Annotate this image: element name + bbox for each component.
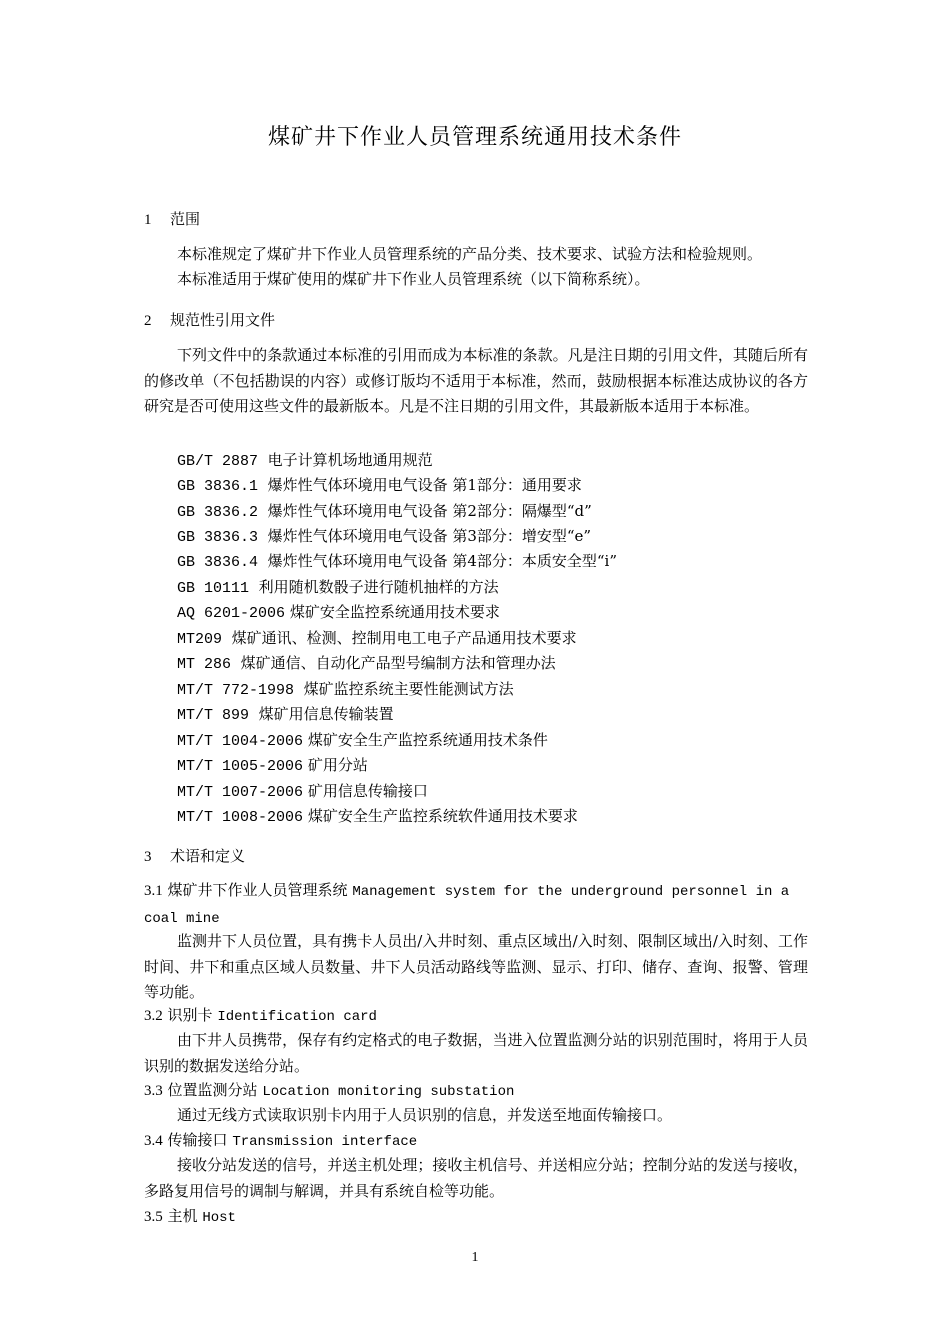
section-heading-2: [144, 309, 275, 330]
reference-item: MT/T 1004-2006 煤矿安全生产监控系统通用技术条件: [177, 731, 548, 750]
reference-item: GB 3836.1 爆炸性气体环境用电气设备 第1部分：通用要求: [177, 476, 582, 495]
paragraph: 本标准适用于煤矿使用的煤矿井下作业人员管理系统（以下简称系统）。: [177, 270, 650, 288]
term-heading-3-4: 3.4 传输接口 Transmission interface: [144, 1131, 418, 1150]
page-number: 1: [471, 1250, 479, 1265]
reference-item: MT/T 772-1998 煤矿监控系统主要性能测试方法: [177, 680, 514, 699]
document-title: 煤矿井下作业人员管理系统通用技术条件: [267, 125, 682, 150]
section-number: 1: [144, 212, 152, 228]
reference-item: AQ 6201-2006 煤矿安全监控系统通用技术要求: [177, 603, 500, 622]
reference-item: MT/T 1008-2006 煤矿安全生产监控系统软件通用技术要求: [177, 807, 578, 826]
term-heading-3-5: 3.5 主机 Host: [144, 1207, 236, 1226]
reference-item: MT 286 煤矿通信、自动化产品型号编制方法和管理办法: [177, 654, 556, 673]
term-heading-3-1: 3.1 煤矿井下作业人员管理系统 Management system for the underground personnel in a coal mine: [144, 881, 790, 927]
section-heading-3: [144, 845, 245, 866]
reference-item: MT/T 1005-2006 矿用分站: [177, 756, 368, 775]
section-heading-1: [144, 208, 200, 229]
term-definition: 通过无线方式读取识别卡内用于人员识别的信息，并发送至地面传输接口。: [177, 1106, 673, 1124]
term-definition: 由下井人员携带，保存有约定格式的电子数据，当进入位置监测分站的识别范围时，将用于人员识别的数据发送给分站。: [144, 1031, 808, 1075]
reference-item: GB 3836.2 爆炸性气体环境用电气设备 第2部分：隔爆型“d”: [177, 502, 592, 521]
reference-item: MT209 煤矿通讯、检测、控制用电工电子产品通用技术要求: [177, 629, 577, 648]
section-title: 规范性引用文件: [170, 311, 276, 329]
reference-item: GB 3836.4 爆炸性气体环境用电气设备 第4部分：本质安全型“i”: [177, 552, 618, 571]
term-heading-3-3: 3.3 位置监测分站 Location monitoring substation: [144, 1081, 515, 1100]
term-definition: 监测井下人员位置，具有携卡人员出/入井时刻、重点区域出/入时刻、限制区域出/入时刻、工作时间、井下和重点区域人员数量、井下人员活动路线等监测、显示、打印、储存、查询、报警、管理等功能。: [144, 932, 808, 1001]
term-heading-3-2: 3.2 识别卡 Identification card: [144, 1006, 377, 1025]
section-number: 3: [144, 849, 152, 865]
section-title: 范围: [170, 210, 201, 228]
paragraph: 本标准规定了煤矿井下作业人员管理系统的产品分类、技术要求、试验方法和检验规则。: [177, 245, 763, 263]
reference-item: GB 3836.3 爆炸性气体环境用电气设备 第3部分：增安型“e”: [177, 527, 592, 546]
section-number: 2: [144, 313, 152, 329]
reference-item: GB/T 2887 电子计算机场地通用规范: [177, 451, 433, 470]
paragraph: 下列文件中的条款通过本标准的引用而成为本标准的条款。凡是注日期的引用文件，其随后所有的修改单（不包括勘误的内容）或修订版均不适用于本标准，然而，鼓励根据本标准达成协议的各方研究是否可使用这些文件的最新版本。凡是不注日期的引用文件，其最新版本适用于本标准。: [144, 346, 808, 415]
reference-item: MT/T 1007-2006 矿用信息传输接口: [177, 782, 428, 801]
section-title: 术语和定义: [170, 847, 246, 865]
reference-item: MT/T 899 煤矿用信息传输装置: [177, 705, 394, 724]
reference-item: GB 10111 利用随机数骰子进行随机抽样的方法: [177, 578, 499, 597]
term-definition: 接收分站发送的信号，并送主机处理；接收主机信号、并送相应分站；控制分站的发送与接收，多路复用信号的调制与解调，并具有系统自检等功能。: [144, 1156, 808, 1200]
